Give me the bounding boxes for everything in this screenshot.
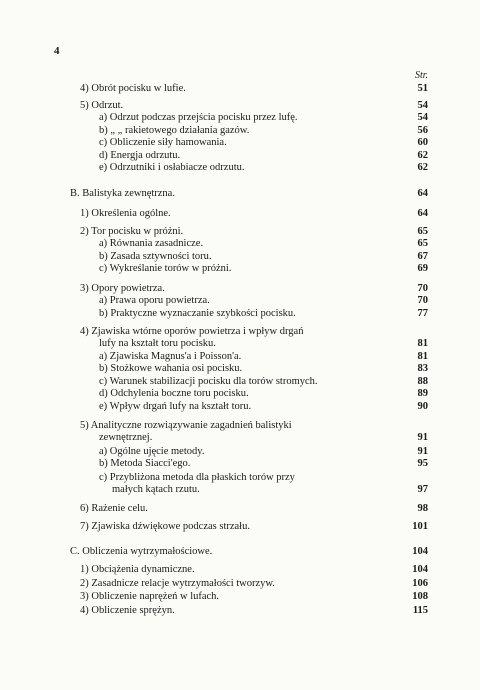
toc-entry-title: 5) Analityczne rozwiązywanie zagadnień balistyki xyxy=(80,420,292,431)
page-column-header: Str. xyxy=(414,70,428,81)
toc-entry-title: 4) Obliczenie sprężyn. xyxy=(80,605,175,616)
toc-entry-title: C. Obliczenia wytrzymałościowe. xyxy=(70,546,213,557)
toc-entry-title: 2) Zasadnicze relacje wytrzymałości tworzyw. xyxy=(80,578,275,589)
toc-entry-title: a) Prawa oporu powietrza. xyxy=(99,295,210,306)
toc-entry-title: 4) Zjawiska wtórne oporów powietrza i wpływ drgań xyxy=(80,326,304,337)
toc-entry-page: 65 xyxy=(417,226,428,237)
toc-entry-page: 91 xyxy=(417,446,428,457)
toc-entry-title: 7) Zjawiska dźwiękowe podczas strzału. xyxy=(80,521,250,532)
toc-entry-page: 104 xyxy=(412,564,428,575)
toc-entry-page: 98 xyxy=(417,503,428,514)
toc-entry-title: 2) Tor pocisku w próżni. xyxy=(80,226,184,237)
toc-entry-page: 115 xyxy=(412,605,428,616)
toc-entry-title: b) Stożkowe wahania osi pocisku. xyxy=(99,363,243,374)
toc-entry-page: 54 xyxy=(417,112,428,123)
toc-entry-title: b) Metoda Siacci'ego. xyxy=(99,458,191,469)
toc-entry-title: a) Odrzut podczas przejścia pocisku przez lufę. xyxy=(99,112,298,123)
toc-entry-title: c) Obliczenie siły hamowania. xyxy=(99,137,227,148)
toc-entry-page: 81 xyxy=(417,338,428,349)
toc-entry-title: 1) Obciążenia dynamiczne. xyxy=(80,564,195,575)
toc-entry-page: 56 xyxy=(417,125,428,136)
toc-entry-page: 106 xyxy=(412,578,428,589)
toc-entry-title: 3) Opory powietrza. xyxy=(80,283,165,294)
toc-entry-title: a) Zjawiska Magnus'a i Poisson'a. xyxy=(99,351,242,362)
toc-entry-title: lufy na kształt toru pocisku. xyxy=(99,338,216,349)
toc-entry-page: 101 xyxy=(412,521,428,532)
toc-entry-page: 95 xyxy=(417,458,428,469)
toc-entry-page: 81 xyxy=(417,351,428,362)
toc-entry-title: d) Energja odrzutu. xyxy=(99,150,181,161)
toc-entry-title: 3) Obliczenie naprężeń w lufach. xyxy=(80,591,220,602)
toc-entry-page: 67 xyxy=(417,251,428,262)
toc-entry-page: 83 xyxy=(417,363,428,374)
toc-entry-page: 97 xyxy=(417,484,428,495)
toc-entry-title: b) „ „ rakietowego działania gazów. xyxy=(99,125,250,136)
toc-entry-page: 90 xyxy=(417,401,428,412)
toc-entry-page: 54 xyxy=(417,100,428,111)
toc-entry-page: 77 xyxy=(417,308,428,319)
toc-entry-title: a) Ogólne ujęcie metody. xyxy=(99,446,205,457)
toc-entry-page: 70 xyxy=(417,283,428,294)
toc-entry-page: 88 xyxy=(417,376,428,387)
toc-entry-page: 104 xyxy=(412,546,428,557)
toc-entry-title: zewnętrznej. xyxy=(99,432,153,443)
toc-entry-title: 5) Odrzut. xyxy=(80,100,124,111)
toc-entry-title: e) Odrzutniki i osłabiacze odrzutu. xyxy=(99,162,245,173)
toc-entry-title: 1) Określenia ogólne. xyxy=(80,208,171,219)
toc-entry-page: 62 xyxy=(417,150,428,161)
toc-entry-title: b) Zasada sztywności toru. xyxy=(99,251,212,262)
toc-entry-page: 62 xyxy=(417,162,428,173)
toc-entry-title: 6) Rażenie celu. xyxy=(80,503,148,514)
toc-entry-title: d) Odchylenia boczne toru pocisku. xyxy=(99,388,249,399)
toc-entry-page: 91 xyxy=(417,432,428,443)
toc-entry-page: 64 xyxy=(417,188,428,199)
toc-entry-page: 64 xyxy=(417,208,428,219)
toc-entry-title: 4) Obrót pocisku w lufie. xyxy=(80,83,186,94)
toc-entry-title: e) Wpływ drgań lufy na kształt toru. xyxy=(99,401,252,412)
toc-entry-title: b) Praktyczne wyznaczanie szybkości pocisku. xyxy=(99,308,296,319)
page-number: 4 xyxy=(54,45,60,57)
toc-entry-page: 60 xyxy=(417,137,428,148)
toc-entry-title: c) Przybliżona metoda dla płaskich torów przy xyxy=(99,472,295,483)
toc-entry-page: 89 xyxy=(417,388,428,399)
toc-entry-title: a) Równania zasadnicze. xyxy=(99,238,204,249)
toc-entry-page: 69 xyxy=(417,263,428,274)
toc-entry-title: B. Balistyka zewnętrzna. xyxy=(70,188,175,199)
toc-entry-title: c) Wykreślanie torów w próżni. xyxy=(99,263,232,274)
toc-entry-page: 65 xyxy=(417,238,428,249)
toc-entry-title: małych kątach rzutu. xyxy=(112,484,200,495)
toc-entry-title: c) Warunek stabilizacji pocisku dla torów stromych. xyxy=(99,376,318,387)
toc-entry-page: 108 xyxy=(412,591,428,602)
toc-entry-page: 70 xyxy=(417,295,428,306)
toc-entry-page: 51 xyxy=(417,83,428,94)
